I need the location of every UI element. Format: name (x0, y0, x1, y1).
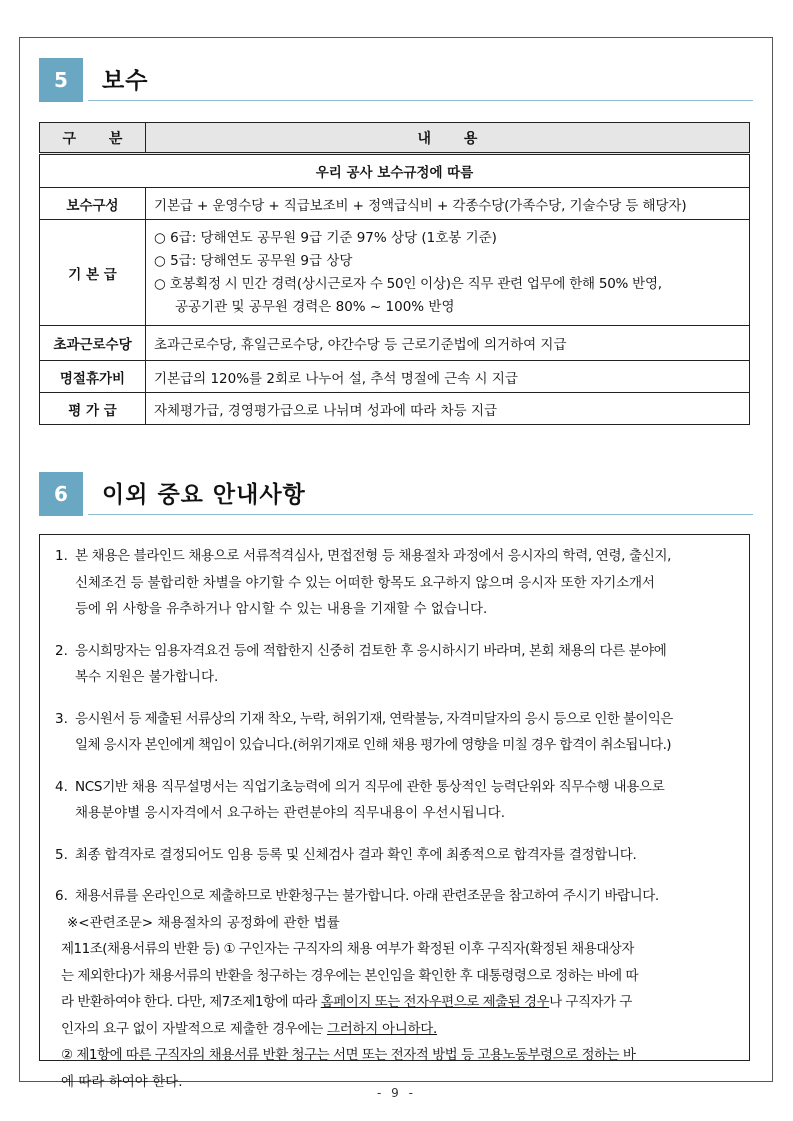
row-content: 자체평가급, 경영평가급으로 나뉘며 성과에 따라 차등 지급 (146, 393, 750, 425)
basic-item: ○ 6급: 당해연도 공무원 9급 기준 97% 상당 (1호봉 기준) (154, 229, 497, 246)
item-line: 채용분야별 응시자격에서 요구하는 관련분야의 직무내용이 우선시됩니다. (75, 805, 506, 821)
law-line (61, 1016, 739, 1043)
law-line: ② 제1항에 따른 구직자의 채용서류 반환 청구는 서면 또는 전자적 방법 등 고용노동부령으로 정하는 바 (61, 1047, 636, 1063)
policy-row: 우리 공사 보수규정에 따름 (40, 154, 750, 188)
list-item (55, 543, 739, 623)
header-content: 내 용 (146, 123, 750, 154)
item-line: 일체 응시자 본인에게 책임이 있습니다.(허위기재로 인해 채용 평가에 영향을 미칠 경우 합격이 취소됩니다.) (75, 737, 671, 753)
row-category: 보수구성 (40, 188, 146, 220)
law-ref-title: ※<관련조문> 채용절차의 공정화에 관한 법률 (67, 914, 340, 931)
law-underlined-text: 홈페이지 또는 전자우편으로 제출된 경우 (320, 994, 550, 1010)
row-category: 명절휴가비 (40, 361, 146, 393)
list-item (55, 842, 739, 869)
law-line (61, 989, 739, 1016)
item-line: 등에 위 사항을 유추하거나 암시할 수 있는 내용을 기재할 수 없습니다. (75, 601, 488, 617)
table-row (40, 220, 750, 326)
section-6-title: 이외 중요 안내사항 (102, 482, 306, 508)
pay-table-header (40, 123, 750, 154)
row-content: 기본급의 120%를 2회로 나누어 설, 추석 명절에 근속 시 지급 (146, 361, 750, 393)
section-5-header (39, 58, 753, 102)
law-excerpt (55, 910, 739, 1096)
table-row (40, 393, 750, 425)
basic-item: ○ 호봉획정 시 민간 경력(상시근로자 수 50인 이상)은 직무 관련 업무에 한해 50% 반영, (154, 275, 662, 292)
table-row (40, 188, 750, 220)
section-6-divider (88, 514, 753, 515)
law-line: 제11조(채용서류의 반환 등) ① 구인자는 구직자의 채용 여부가 확정된 이후 구직자(확정된 채용대상자 (61, 941, 634, 957)
law-text: 인자의 요구 없이 자발적으로 제출한 경우에는 (61, 1020, 328, 1037)
item-number: 2. (55, 642, 68, 659)
item-line: NCS기반 채용 직무설명서는 직업기초능력에 의거 직무에 관한 통상적인 능력단위와 직무수행 내용으로 (75, 778, 665, 795)
item-line: 응시원서 등 제출된 서류상의 기재 착오, 누락, 허위기재, 연락불능, 자격미달자의 응시 등으로 인한 불이익은 (75, 710, 673, 727)
item-number: 4. (55, 778, 68, 795)
list-item (55, 706, 739, 759)
table-row (40, 326, 750, 361)
row-category: 기 본 급 (40, 220, 146, 326)
section-5-title: 보수 (102, 68, 149, 94)
law-text: 나 구직자가 구 (549, 994, 632, 1010)
item-number: 1. (55, 548, 68, 564)
notice-box (39, 534, 750, 1090)
section-6-number: 6 (39, 472, 83, 516)
item-line: 채용서류를 온라인으로 제출하므로 반환청구는 불가합니다. 아래 관련조문을 참고하여 주시기 바랍니다. (75, 888, 659, 904)
item-line: 최종 합격자로 결정되어도 임용 등록 및 신체검사 결과 확인 후에 최종적으로 합격자를 결정합니다. (75, 846, 637, 863)
basic-item: ○ 5급: 당해연도 공무원 9급 상당 (154, 252, 353, 269)
notice-list (55, 543, 739, 1095)
row-content: 초과근로수당, 휴일근로수당, 야간수당 등 근로기준법에 의거하여 지급 (146, 326, 750, 361)
section-5-number: 5 (39, 58, 83, 102)
item-line: 신체조건 등 불합리한 차별을 야기할 수 있는 어떠한 항목도 요구하지 않으며 응시자 또한 자기소개서 (75, 574, 655, 591)
item-number: 5. (55, 846, 68, 863)
section-6-header (39, 472, 753, 516)
item-number: 6. (55, 888, 68, 904)
basic-item-continuation: 공공기관 및 공무원 경력은 80% ~ 100% 반영 (175, 298, 455, 315)
item-line: 복수 지원은 불가합니다. (75, 669, 219, 685)
row-category: 평 가 급 (40, 393, 146, 425)
header-category: 구 분 (40, 123, 146, 154)
law-line: 는 제외한다)가 채용서류의 반환을 청구하는 경우에는 본인임을 확인한 후 대통령령으로 정하는 바에 따 (61, 967, 638, 984)
law-underlined-text: 그러하지 아니하다. (327, 1020, 437, 1037)
page-number: - 9 - (377, 1086, 416, 1100)
law-line: 에 따라 하여야 한다. (61, 1073, 183, 1090)
row-content: 기본급 + 운영수당 + 직급보조비 + 정액급식비 + 각종수당(가족수당, 기술수당 등 해당자) (146, 188, 750, 220)
item-line: 본 채용은 블라인드 채용으로 서류적격심사, 면접전형 등 채용절차 과정에서 응시자의 학력, 연령, 출신지, (75, 548, 672, 564)
table-row (40, 361, 750, 393)
row-category: 초과근로수당 (40, 326, 146, 361)
row-content (146, 220, 750, 326)
item-number: 3. (55, 710, 68, 727)
item-line: 응시희망자는 임용자격요건 등에 적합한지 신중히 검토한 후 응시하시기 바라며, 본회 채용의 다른 분야에 (75, 642, 667, 659)
law-text: 라 반환하여야 한다. 다만, 제7조제1항에 따라 (61, 994, 321, 1010)
list-item (55, 774, 739, 827)
section-5-divider (88, 100, 753, 101)
pay-table (39, 122, 750, 425)
list-item (55, 883, 739, 910)
list-item (55, 638, 739, 691)
